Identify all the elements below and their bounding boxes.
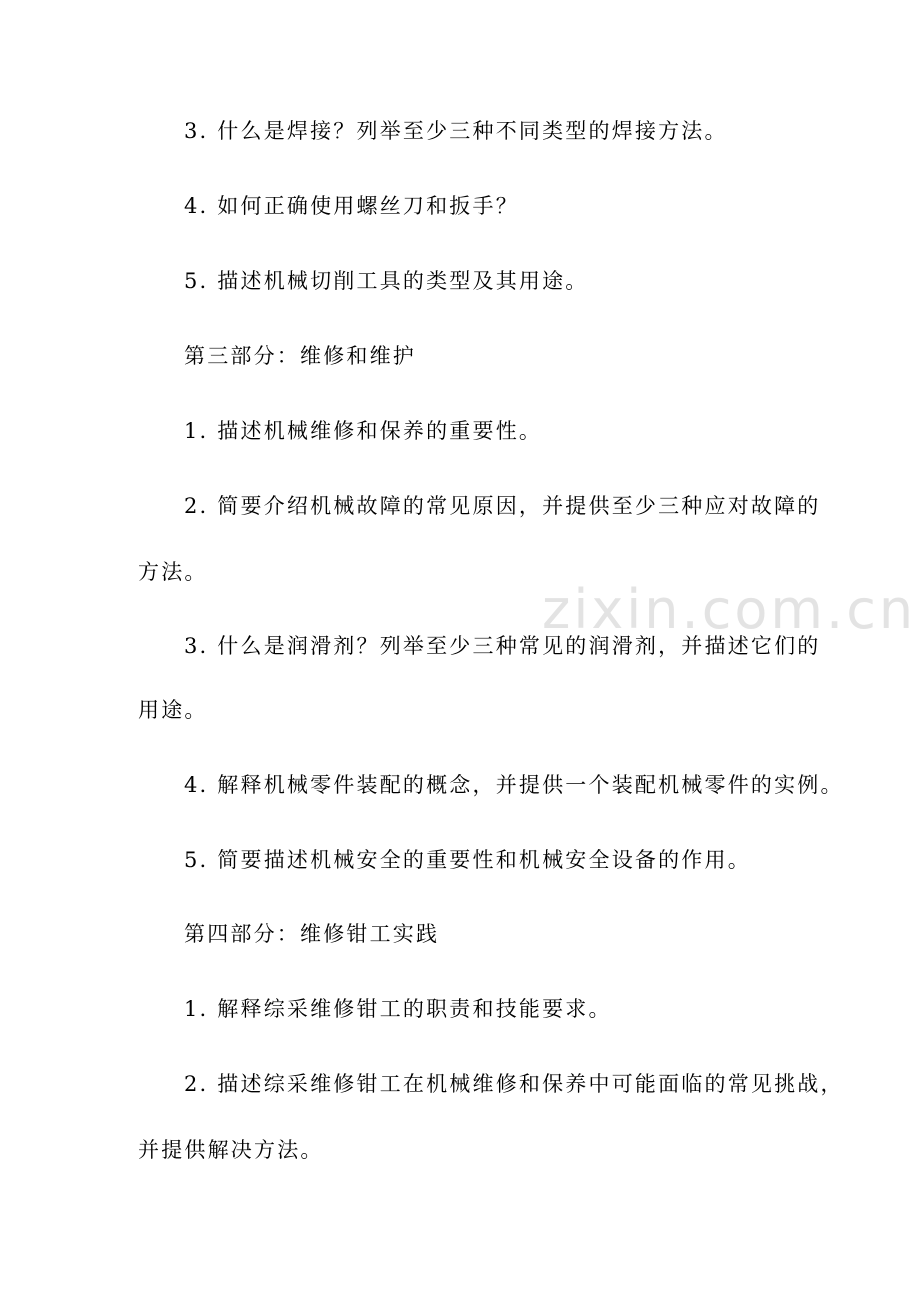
section3-question-2-continuation: 方法。 (138, 560, 208, 584)
section3-question-1: 1. 描述机械维修和保养的重要性。 (184, 419, 543, 443)
section3-question-3-continuation: 用途。 (138, 698, 208, 722)
section4-question-2-continuation: 并提供解决方法。 (138, 1138, 324, 1162)
question-3-welding: 3. 什么是焊接？列举至少三种不同类型的焊接方法。 (184, 119, 728, 143)
question-4-tools: 4. 如何正确使用螺丝刀和扳手？ (184, 194, 519, 218)
section3-question-2: 2. 简要介绍机械故障的常见原因，并提供至少三种应对故障的 (184, 494, 821, 518)
section3-question-3: 3. 什么是润滑剂？列举至少三种常见的润滑剂，并描述它们的 (184, 634, 821, 658)
section4-question-2: 2. 描述综采维修钳工在机械维修和保养中可能面临的常见挑战， (184, 1072, 844, 1096)
section3-question-4: 4. 解释机械零件装配的概念，并提供一个装配机械零件的实例。 (184, 773, 844, 797)
question-5-cutting-tools: 5. 描述机械切削工具的类型及其用途。 (184, 269, 589, 293)
section4-question-1: 1. 解释综采维修钳工的职责和技能要求。 (184, 997, 612, 1021)
section-heading-part-3: 第三部分：维修和维护 (184, 344, 416, 368)
section3-question-5: 5. 简要描述机械安全的重要性和机械安全设备的作用。 (184, 848, 751, 872)
section-heading-part-4: 第四部分：维修钳工实践 (184, 922, 440, 946)
watermark: zixin.com.cn (542, 578, 917, 641)
